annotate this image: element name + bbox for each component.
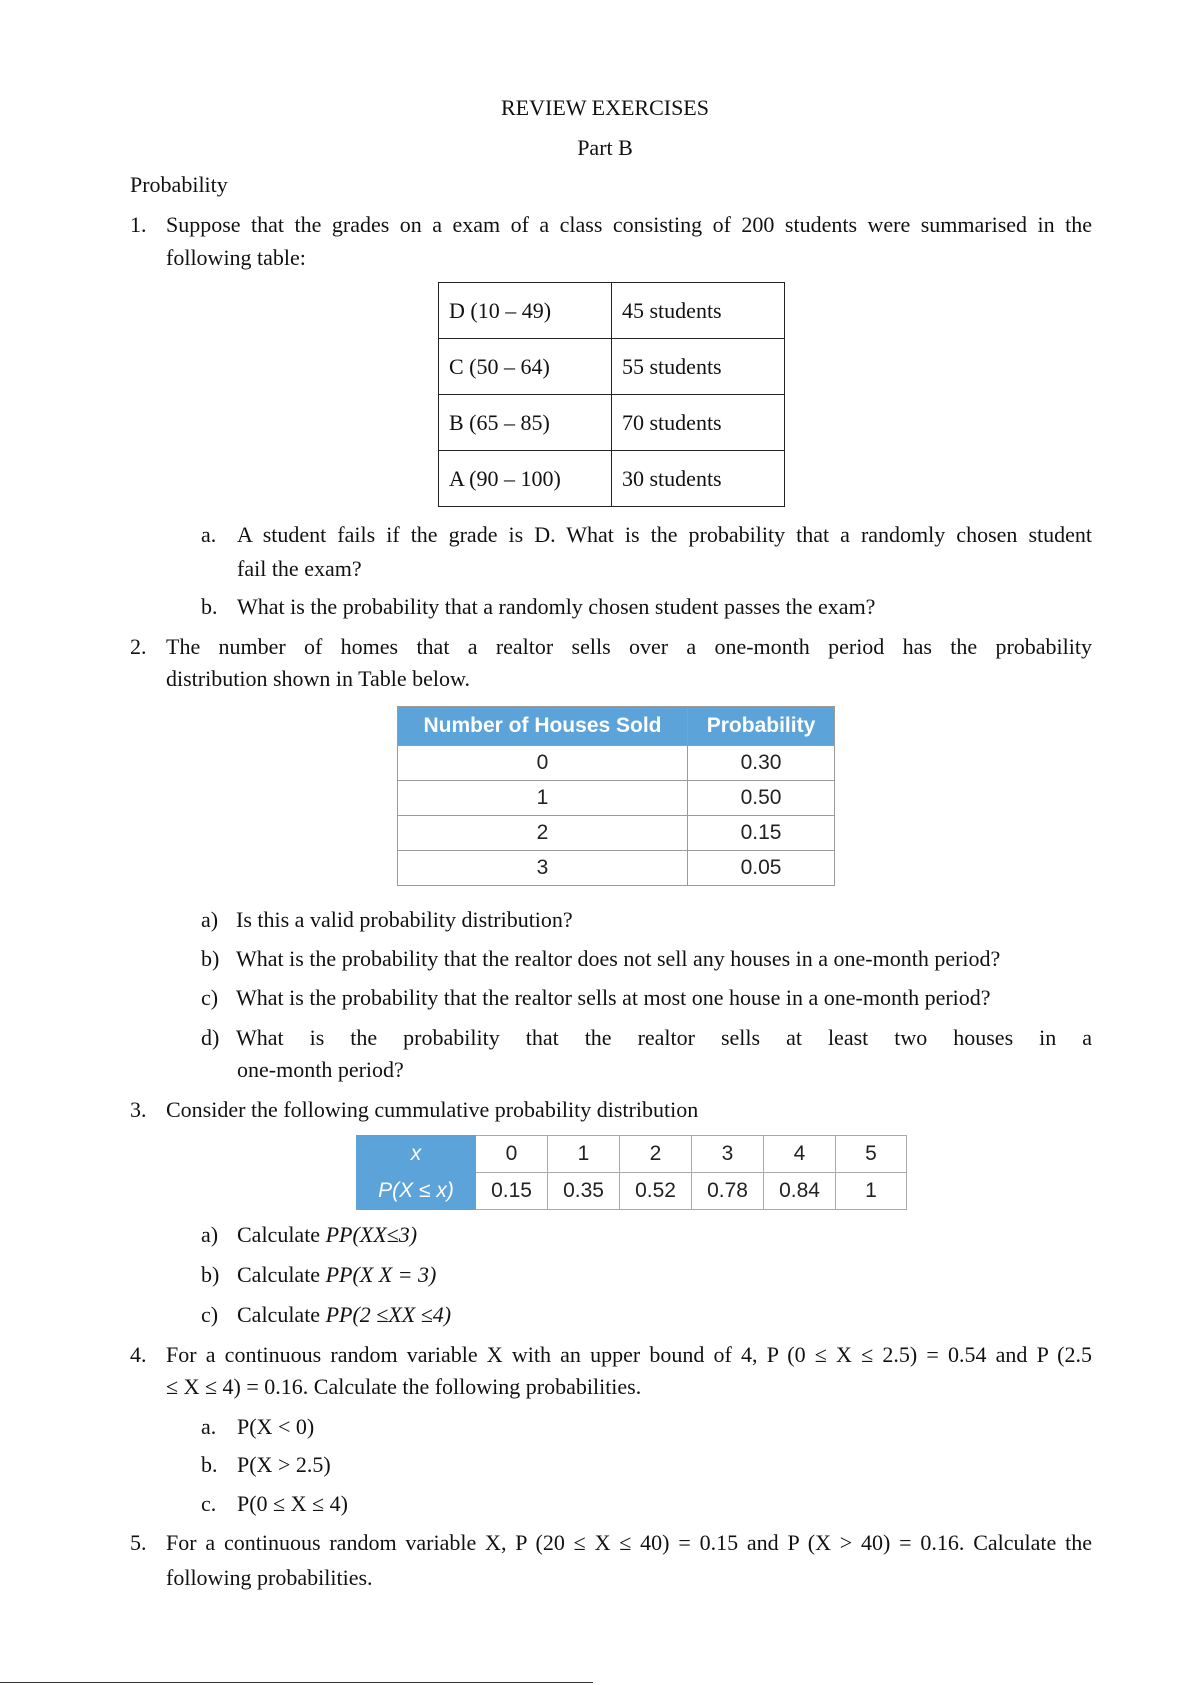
table-row [439, 283, 785, 339]
q2c-text: What is the probability that the realtor sells at most one house in a one-month period? [236, 985, 991, 1010]
q4-text-line1: For a continuous random variable X with an upper bound of 4, P (0 ≤ X ≤ 2.5) = 0.54 and P (2.5 [166, 1342, 1092, 1367]
q2a-text: Is this a valid probability distribution? [236, 907, 573, 932]
q2-number: 2. [130, 634, 147, 659]
q1-text-line2: following table: [166, 245, 306, 270]
grade-cell: A (90 – 100) [439, 451, 612, 507]
math-expression: PP(X X = 3) [325, 1262, 437, 1287]
p-value: 0.35 [548, 1173, 620, 1210]
q2b-text: What is the probability that the realtor does not sell any houses in a one-month period? [236, 946, 1001, 971]
p-value: 0.84 [764, 1173, 836, 1210]
calculate-label: Calculate [237, 1302, 326, 1327]
grade-cell: D (10 – 49) [439, 283, 612, 339]
q2d-marker: d) [201, 1025, 220, 1050]
q4-number: 4. [130, 1342, 147, 1367]
table-row [398, 851, 835, 886]
x-value: 4 [764, 1136, 836, 1173]
q3-text: Consider the following cummulative probability distribution [166, 1097, 699, 1122]
count-cell: 70 students [612, 395, 785, 451]
q4b-text: P(X > 2.5) [237, 1452, 331, 1477]
q5-number: 5. [130, 1530, 147, 1555]
table-row [439, 451, 785, 507]
q1-text-line1: Suppose that the grades on a exam of a class consisting of 200 students were summarised in the [166, 212, 1092, 237]
x-label: x [357, 1136, 476, 1173]
p-value: 0.78 [692, 1173, 764, 1210]
q4a-marker: a. [201, 1414, 217, 1439]
q3b-text [237, 1262, 436, 1288]
houses-cell: 0 [398, 746, 688, 781]
page-title: REVIEW EXERCISES [501, 95, 709, 120]
table-row [398, 816, 835, 851]
p-value: 1 [836, 1173, 907, 1210]
count-cell: 45 students [612, 283, 785, 339]
x-value: 5 [836, 1136, 907, 1173]
q3b-marker: b) [201, 1262, 220, 1287]
houses-cell: 3 [398, 851, 688, 886]
q2-text-line1: The number of homes that a realtor sells over a one-month period has the probability [166, 634, 1092, 659]
q2a-marker: a) [201, 907, 219, 932]
x-value: 2 [620, 1136, 692, 1173]
q2-text-line2: distribution shown in Table below. [166, 666, 470, 691]
q1-number: 1. [130, 212, 147, 237]
houses-cell: 1 [398, 781, 688, 816]
q3c-marker: c) [201, 1302, 219, 1327]
p-label: P(X ≤ x) [357, 1173, 476, 1210]
q4c-text: P(0 ≤ X ≤ 4) [237, 1491, 348, 1516]
column-header: Number of Houses Sold [398, 707, 688, 746]
table-row [398, 746, 835, 781]
cumulative-distribution-table [356, 1135, 907, 1210]
grades-table [438, 282, 785, 507]
q5-text-line1: For a continuous random variable X, P (20 ≤ X ≤ 40) = 0.15 and P (X > 40) = 0.16. Calculate the [166, 1530, 1092, 1555]
table-row [439, 339, 785, 395]
p-row [357, 1173, 907, 1210]
table-row [398, 781, 835, 816]
math-expression: PP(2 ≤XX ≤4) [325, 1302, 452, 1327]
count-cell: 55 students [612, 339, 785, 395]
x-value: 1 [548, 1136, 620, 1173]
probability-cell: 0.50 [688, 781, 835, 816]
section-heading: Probability [130, 172, 228, 197]
q4-text-line2: ≤ X ≤ 4) = 0.16. Calculate the following probabilities. [166, 1374, 642, 1399]
q4c-marker: c. [201, 1491, 217, 1516]
probability-cell: 0.15 [688, 816, 835, 851]
x-value: 0 [476, 1136, 548, 1173]
q3a-marker: a) [201, 1222, 219, 1247]
q2c-marker: c) [201, 985, 219, 1010]
calculate-label: Calculate [237, 1222, 326, 1247]
q1b-marker: b. [201, 594, 218, 619]
q2d-text-line1: What is the probability that the realtor sells at least two houses in a [236, 1025, 1092, 1050]
q1a-text-line1: A student fails if the grade is D. What is the probability that a randomly chosen student [237, 522, 1092, 547]
q3-number: 3. [130, 1097, 147, 1122]
q3a-text [237, 1222, 417, 1248]
q4a-text: P(X < 0) [237, 1414, 315, 1439]
q2d-text-line2: one-month period? [237, 1057, 404, 1082]
table-row [439, 395, 785, 451]
q4b-marker: b. [201, 1452, 218, 1477]
x-value: 3 [692, 1136, 764, 1173]
q1a-text-line2: fail the exam? [237, 556, 362, 581]
probability-cell: 0.05 [688, 851, 835, 886]
q2b-marker: b) [201, 946, 220, 971]
math-expression: PP(XX≤3) [325, 1222, 418, 1247]
grade-cell: B (65 – 85) [439, 395, 612, 451]
page-subtitle: Part B [577, 135, 633, 160]
probability-cell: 0.30 [688, 746, 835, 781]
x-row [357, 1136, 907, 1173]
bottom-divider [0, 1682, 593, 1683]
column-header: Probability [688, 707, 835, 746]
houses-cell: 2 [398, 816, 688, 851]
q1b-text: What is the probability that a randomly chosen student passes the exam? [237, 594, 876, 619]
table-header-row [398, 707, 835, 746]
p-value: 0.15 [476, 1173, 548, 1210]
houses-sold-table [397, 706, 835, 886]
grade-cell: C (50 – 64) [439, 339, 612, 395]
calculate-label: Calculate [237, 1262, 326, 1287]
count-cell: 30 students [612, 451, 785, 507]
q1a-marker: a. [201, 522, 217, 547]
q5-text-line2: following probabilities. [166, 1565, 373, 1590]
q3c-text [237, 1302, 451, 1328]
p-value: 0.52 [620, 1173, 692, 1210]
